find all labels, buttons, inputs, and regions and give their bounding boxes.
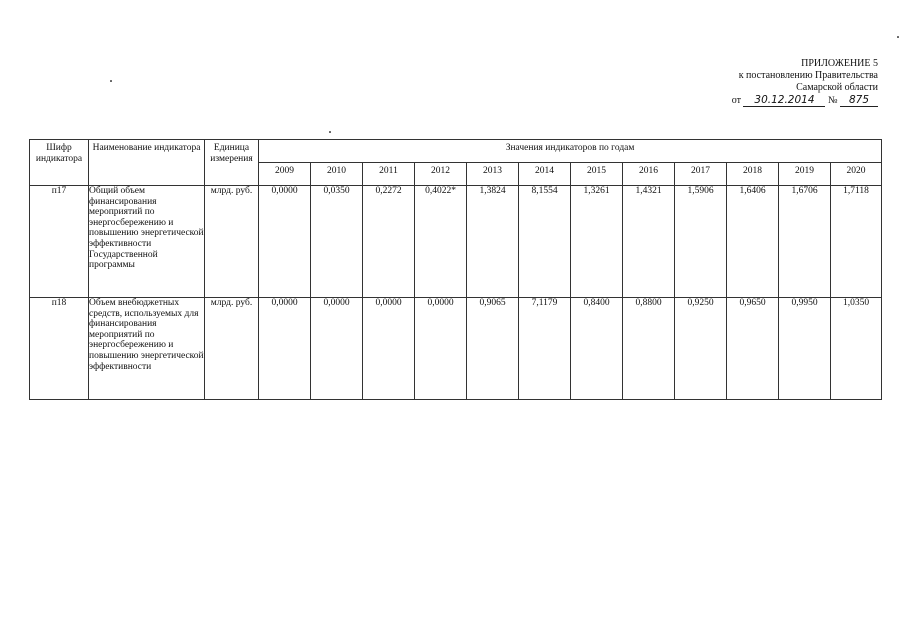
value-cell: 1,7118 — [831, 186, 882, 298]
scan-speck — [329, 131, 331, 133]
value-cell: 0,9650 — [727, 298, 779, 400]
value-cell: 0,9250 — [675, 298, 727, 400]
year-header: 2010 — [311, 163, 363, 186]
value-cell: 0,4022* — [415, 186, 467, 298]
appendix-title: ПРИЛОЖЕНИЕ 5 — [801, 58, 878, 69]
indicator-name: Объем внебюджетных средств, используемых для финансирования мероприятий по энергосбережению и повышению энергетической эффективности — [89, 298, 205, 400]
value-cell: 0,0000 — [415, 298, 467, 400]
value-cell: 1,0350 — [831, 298, 882, 400]
table-row — [30, 186, 882, 298]
indicator-code: п18 — [30, 298, 89, 400]
handwritten-number: 875 — [840, 95, 878, 107]
indicator-name: Общий объем финансирования мероприятий по энергосбережению и повышению энергетической эффективности Государственной программы — [89, 186, 205, 298]
year-header: 2020 — [831, 163, 882, 186]
value-cell: 1,6706 — [779, 186, 831, 298]
value-cell: 1,5906 — [675, 186, 727, 298]
value-cell: 8,1554 — [519, 186, 571, 298]
value-cell: 0,0350 — [311, 186, 363, 298]
value-cell: 0,8800 — [623, 298, 675, 400]
header-unit: Единица измерения — [205, 140, 259, 186]
year-header: 2011 — [363, 163, 415, 186]
date-number-line — [658, 95, 878, 107]
value-cell: 0,0000 — [259, 186, 311, 298]
value-cell: 0,9065 — [467, 298, 519, 400]
indicator-code: п17 — [30, 186, 89, 298]
value-cell: 0,2272 — [363, 186, 415, 298]
value-cell: 0,9950 — [779, 298, 831, 400]
handwritten-date: 30.12.2014 — [743, 95, 825, 107]
table-row — [30, 298, 882, 400]
header-name: Наименование индикатора — [89, 140, 205, 186]
value-cell: 1,6406 — [727, 186, 779, 298]
number-prefix: № — [827, 95, 838, 106]
scan-speck — [110, 80, 112, 82]
value-cell: 0,0000 — [363, 298, 415, 400]
appendix-line-1: к постановлению Правительства — [738, 70, 878, 81]
header-values-by-year: Значения индикаторов по годам — [259, 140, 882, 163]
value-cell: 0,8400 — [571, 298, 623, 400]
value-cell: 1,3824 — [467, 186, 519, 298]
date-prefix: от — [731, 95, 741, 106]
year-header: 2009 — [259, 163, 311, 186]
indicator-unit: млрд. руб. — [205, 186, 259, 298]
year-header: 2014 — [519, 163, 571, 186]
year-header: 2018 — [727, 163, 779, 186]
value-cell: 1,4321 — [623, 186, 675, 298]
appendix-line-2: Самарской области — [796, 82, 878, 93]
year-header: 2013 — [467, 163, 519, 186]
indicators-table — [29, 139, 882, 400]
appendix-header — [658, 58, 878, 107]
scan-speck — [897, 36, 899, 38]
value-cell: 1,3261 — [571, 186, 623, 298]
year-header: 2012 — [415, 163, 467, 186]
year-header: 2015 — [571, 163, 623, 186]
indicator-unit: млрд. руб. — [205, 298, 259, 400]
value-cell: 0,0000 — [259, 298, 311, 400]
header-code: Шифр индикатора — [30, 140, 89, 186]
value-cell: 0,0000 — [311, 298, 363, 400]
value-cell: 7,1179 — [519, 298, 571, 400]
year-header: 2016 — [623, 163, 675, 186]
year-header: 2017 — [675, 163, 727, 186]
year-header: 2019 — [779, 163, 831, 186]
